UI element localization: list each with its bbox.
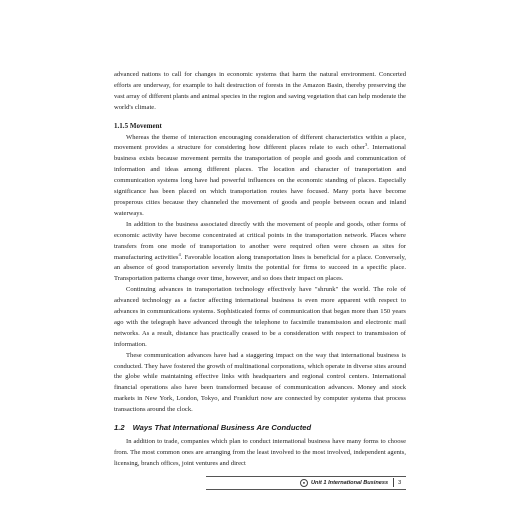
page-number: 3: [398, 480, 402, 486]
footer-unit-label: Unit 1 International Business: [311, 480, 389, 486]
footnote-marker: 4: [178, 251, 181, 257]
section-number: 1.2: [114, 423, 125, 433]
section-heading-1-2: [114, 423, 406, 434]
body-text: [114, 70, 406, 470]
circle-bullet-icon: ●: [300, 479, 308, 487]
footer-divider: [393, 478, 394, 487]
footer-top-rule: [206, 476, 406, 477]
paragraph-movement-4: These communication advances have had a staggering impact on the way that international business is conducted. They have fostered the growth of multinational corporations, which operate in diverse sites around the globe while maintaining effective links with headquarters and regional control centers. International financial operations also have been transformed because of communication advances. Money and stock markets in New York, London, Tokyo, and Frankfurt now are connected by computer systems that process transactions around the clock.: [114, 351, 406, 414]
footnote-marker: 3: [364, 142, 368, 148]
section-title: Ways That International Business Are Conducted: [132, 423, 312, 433]
paragraph-text: In addition to the business associated directly with the movement of people and goods, other forms of economic activity have become concentrated at critical points in the transportation network. Places where transfers from one mode of transportation to another were required often were chosen as sites for manufacturing activities: [114, 220, 406, 261]
paragraph-text: . International business exists because movement permits the transportation of people and goods and communication of information and ideas among different places. The location and character of transportation and communication systems long have had powerful influences on the economic standing of places. Especially significance has been placed on which transportation routes have focused. Many ports have become prosperous cities because they channeled the movement of goods and people between ocean and inland waterways.: [114, 144, 406, 217]
footer-bottom-rule: [206, 489, 406, 490]
page-footer: [300, 478, 406, 489]
paragraph-intro: advanced nations to call for changes in economic systems that harm the natural environment. Concerted efforts are underway, for example to halt destruction of forests in the Amazon Basin, thereby preserving the vast array of different plants and animal species in the region and saving vegetation that can help moderate the world's climate.: [114, 71, 406, 111]
paragraph-movement-1: [114, 133, 406, 220]
section-heading-1-1-5: 1.1.5 Movement: [114, 121, 162, 130]
paragraph-movement-2: [114, 220, 406, 285]
paragraph-ways-1: In addition to trade, companies which plan to conduct international business have many forms to choose from. The most common ones are arranging from the least involved to the most involved, independent agents, licensing, branch offices, joint ventures and direct: [114, 438, 406, 467]
paragraph-text: . Favorable location along transportation lines is beneficial for a place. Conversely, an absence of good transportation severely limits the potential for firms to succeed in a specific place. Transportation patterns change over time, however, and so does their impact on places.: [114, 253, 406, 283]
paragraph-text: Whereas the theme of interaction encouraging consideration of different characteristics within a place, movement provides a structure for considering how different places relate to each other: [114, 133, 406, 152]
paragraph-movement-3: Continuing advances in transportation technology effectively have "shrunk" the world. The role of advanced technology as a factor affecting international business is even more apparent with respect to advances in communications systems. Sophisticated forms of communication that began more than 150 years ago with the telegraph have advanced through the telephone to facsimile transmission and electronic mail networks. As a result, distance has practically ceased to be a consideration with respect to transmission of information.: [114, 286, 406, 348]
